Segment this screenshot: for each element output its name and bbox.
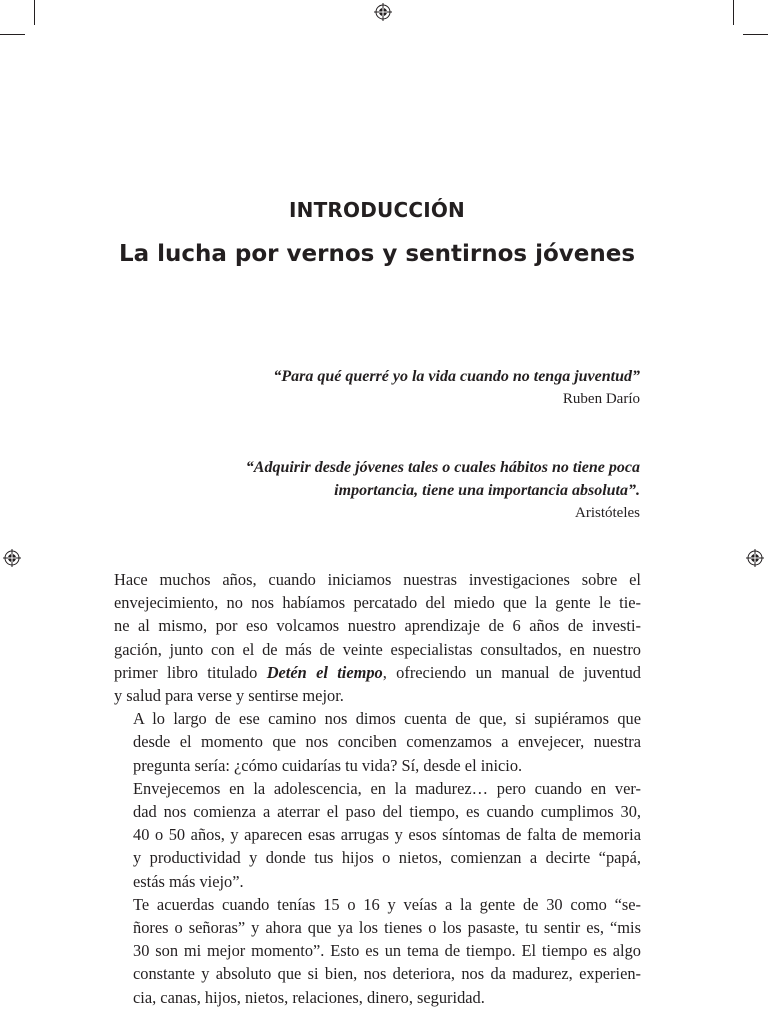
epigraph [200, 456, 640, 525]
crop-mark-top-right-vertical [733, 0, 734, 25]
epigraph-quote-line: importancia, tiene una importancia absoluta”. [334, 482, 640, 499]
registration-mark-icon [374, 3, 392, 21]
text-line: 40 o 50 años, y aparecen esas arrugas y esos síntomas de falta de memoria [133, 825, 641, 845]
epigraph-quote: “Para qué querré yo la vida cuando no tenga juventud” [273, 368, 640, 385]
crop-mark-top-left-vertical [34, 0, 35, 25]
paragraph [114, 893, 641, 1009]
epigraph-author: Aristóteles [575, 505, 640, 521]
text-line: ne al mismo, por eso volcamos nuestro aprendizaje de 6 años de investi- [114, 616, 641, 636]
epigraph-quote-line: “Adquirir desde jóvenes tales o cuales hábitos no tiene poca [245, 459, 640, 476]
text-line: desde el momento que nos conciben comenzamos a envejecer, nuestra [133, 732, 641, 752]
epigraph-author: Ruben Darío [562, 391, 640, 407]
registration-mark-icon [746, 549, 764, 567]
epigraph [200, 365, 640, 411]
body-text [114, 568, 641, 1009]
crop-mark-top-right-horizontal [743, 34, 768, 35]
paragraph [114, 707, 641, 777]
text-run: primer libro titulado [114, 662, 267, 682]
text-line: cia, canas, hijos, nietos, relaciones, dinero, seguridad. [133, 987, 485, 1007]
chapter-title: La lucha por vernos y sentirnos jóvenes [118, 241, 636, 267]
crop-mark-top-left-horizontal [0, 34, 25, 35]
book-title: Detén el tiempo [266, 662, 383, 682]
text-line: constante y absoluto que si bien, nos deteriora, nos da madurez, experien- [133, 964, 641, 984]
text-line: ñores o señoras” y ahora que ya los tienes o los pasaste, tu sentir es, “mis [133, 918, 641, 938]
text-line: estás más viejo”. [133, 871, 244, 891]
text-line: y salud para verse y sentirse mejor. [114, 686, 344, 706]
text-line: envejecimiento, no nos habíamos percatado del miedo que la gente le tie- [114, 593, 641, 613]
text-line: 30 son mi mejor momento”. Esto es un tema de tiempo. El tiempo es algo [133, 941, 641, 961]
text-line: y productividad y donde tus hijos o nietos, comienzan a decirte “papá, [133, 848, 641, 868]
text-line: Hace muchos años, cuando iniciamos nuestras investigaciones sobre el [114, 570, 641, 589]
text-line: gación, junto con el de más de veinte especialistas consultados, en nuestro [114, 639, 641, 659]
text-run: , ofreciendo un manual de juventud [382, 662, 641, 682]
paragraph [114, 568, 641, 707]
text-line: Envejecemos en la adolescencia, en la madurez… pero cuando en ver- [133, 778, 641, 798]
text-line: pregunta sería: ¿cómo cuidarías tu vida? Sí, desde el inicio. [133, 755, 523, 775]
chapter-label: INTRODUCCIÓN [288, 198, 465, 222]
text-line [114, 661, 641, 684]
text-line: Te acuerdas cuando tenías 15 o 16 y veías a la gente de 30 como “se- [133, 894, 641, 914]
registration-mark-icon [3, 549, 21, 567]
text-line: A lo largo de ese camino nos dimos cuenta de que, si supiéramos que [133, 709, 641, 729]
text-line: dad nos comienza a aterrar el paso del tiempo, es cuando cumplimos 30, [133, 802, 641, 822]
paragraph [114, 777, 641, 893]
